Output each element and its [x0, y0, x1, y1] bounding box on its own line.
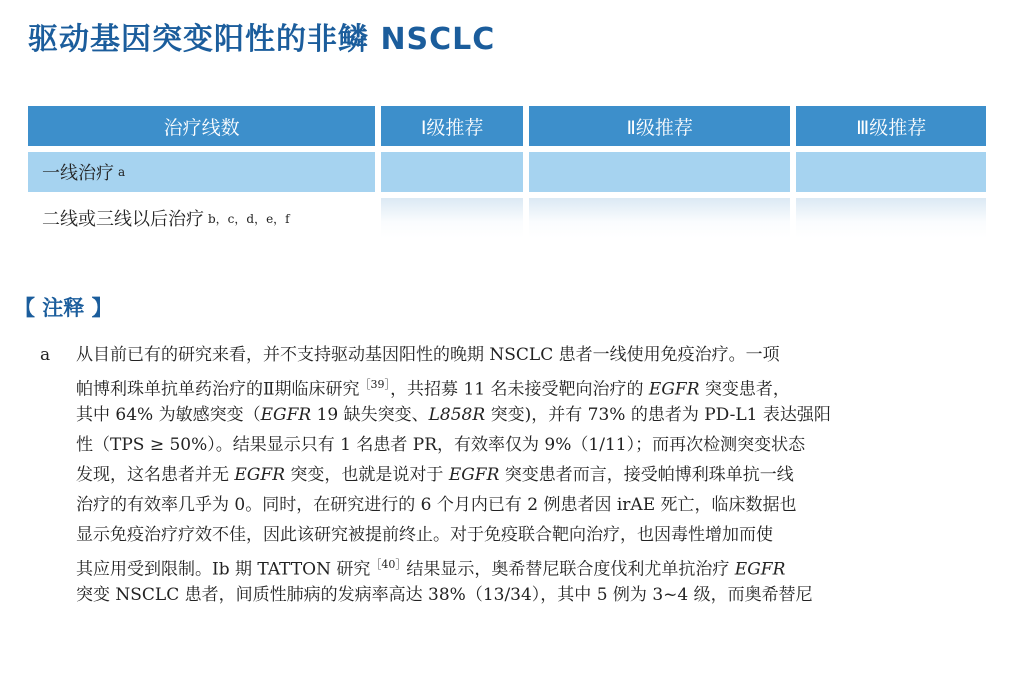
note-line: [76, 490, 982, 520]
note-text: ，共招募 11 名未接受靶向治疗的: [390, 379, 649, 400]
notes-heading: 【 注释 】: [14, 296, 113, 320]
note-line: [76, 400, 982, 430]
note-text: 突变，也就是说对于: [285, 465, 449, 485]
footnote-marker: a: [118, 165, 126, 179]
row-cell-level-1: [381, 152, 523, 192]
note-text: 结果显示，奥希替尼联合度伐利尤单抗治疗: [406, 559, 735, 580]
page-title: 驱动基因突变阳性的非鳞 NSCLC: [28, 22, 496, 57]
gene-name: EGFR: [234, 465, 285, 485]
note-text: 从目前已有的研究来看，并不支持驱动基因阳性的晚期 NSCLC 患者一线使用免疫治疗。一项: [76, 345, 780, 365]
note-line: [76, 550, 982, 580]
note-text: 突变患者而言，接受帕博利珠单抗一线: [499, 465, 794, 485]
header-level-1: Ⅰ级推荐: [381, 106, 523, 146]
note-body: [76, 340, 982, 610]
row-label-text: 一线治疗: [42, 163, 114, 184]
note-line: [76, 430, 982, 460]
note-text: 发现，这名患者并无: [76, 465, 235, 485]
note-line: [76, 370, 982, 400]
reference-marker: ［39］: [359, 378, 391, 391]
row-label-second-line: [28, 198, 375, 238]
table-row: [28, 198, 986, 238]
row-label-text: 二线或三线以后治疗: [42, 209, 204, 230]
gene-name: EGFR: [648, 379, 700, 400]
row-label-first-line: [28, 152, 375, 192]
recommendation-table: [28, 106, 986, 244]
note-line: [76, 520, 982, 550]
note-text: 突变患者，: [699, 379, 790, 400]
header-level-2: Ⅱ级推荐: [529, 106, 790, 146]
reference-marker: ［40］: [370, 558, 407, 571]
note-text: 显示免疫治疗疗效不佳，因此该研究被提前终止。对于免疫联合靶向治疗，也因毒性增加而使: [76, 525, 773, 545]
footnote-marker: b，c，d，e，f: [208, 211, 290, 226]
note-text: 其中 64% 为敏感突变（: [76, 405, 261, 425]
header-treatment-line: 治疗线数: [28, 106, 375, 146]
gene-name: EGFR: [448, 465, 500, 485]
note-line: [76, 340, 982, 370]
gene-name: L858R: [428, 405, 486, 425]
row-cell-level-1: [381, 198, 523, 238]
gene-name: EGFR: [734, 559, 786, 580]
note-text: 帕博利珠单抗单药治疗的Ⅱ期临床研究: [76, 379, 360, 400]
gene-name: EGFR: [260, 405, 312, 425]
note-text: 治疗的有效率几乎为 0。同时，在研究进行的 6 个月内已有 2 例患者因 irAE 死亡，临床数据也: [76, 495, 797, 515]
note-text: 突变 NSCLC 患者，间质性肺病的发病率高达 38%（13/34），其中 5 例为 3~4 级，而奥希替尼: [76, 585, 813, 605]
table-header-row: [28, 106, 986, 146]
note-line: [76, 580, 982, 610]
note-line: [76, 460, 982, 490]
row-cell-level-3: [796, 152, 986, 192]
note-text: 性（TPS ≥ 50%）。结果显示只有 1 名患者 PR，有效率仅为 9%（1/11）；而再次检测突变状态: [76, 435, 806, 455]
note-text: 19 缺失突变、: [311, 405, 429, 425]
row-cell-level-2: [529, 198, 790, 238]
note-text: 其应用受到限制。Ⅰb 期 TATTON 研究: [76, 559, 371, 580]
row-cell-level-2: [529, 152, 790, 192]
header-level-3: Ⅲ级推荐: [796, 106, 986, 146]
note-item: [40, 340, 985, 610]
note-text: 突变)，并有 73% 的患者为 PD-L1 表达强阳: [485, 405, 831, 425]
note-label: a: [40, 345, 51, 365]
table-row: [28, 152, 986, 192]
row-cell-level-3: [796, 198, 986, 238]
